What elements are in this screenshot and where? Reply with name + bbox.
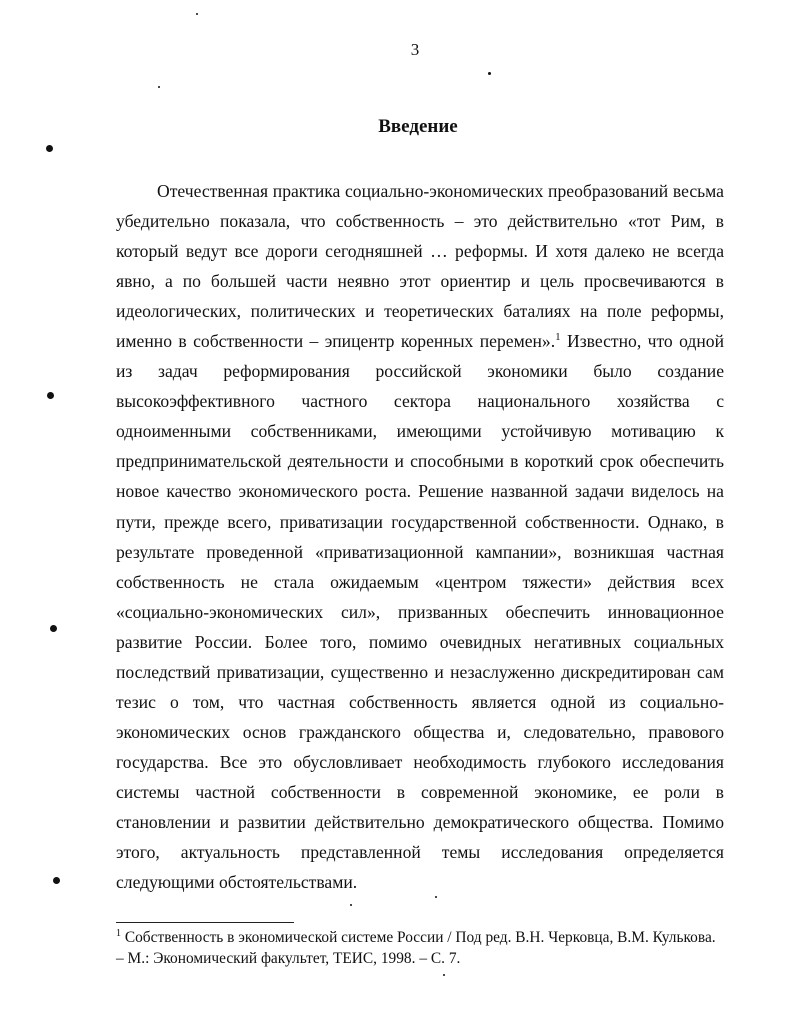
scan-speck	[196, 13, 198, 15]
punch-hole-mark	[46, 145, 53, 152]
scan-speck	[488, 72, 491, 75]
paragraph-text-part-2: Известно, что одной из задач реформирования российской экономики было создание высокоэффективного частного сектора национального хозяйства с одноименными собственниками, имеющими устойчивую мотивацию к предпринимательской деятельности и способными в короткий срок обеспечить новое качество экономического роста. Решение названной задачи виделось на пути, прежде всего, приватизации государственной собственности. Однако, в результате проведенной «приватизационной кампании», возникшая частная собственность не стала ожидаемым «центром тяжести» действия всех «социально-экономических сил», призванных обеспечить инновационное развитие России. Более того, помимо очевидных негативных социальных последствий приватизации, существенно и незаслуженно дискредитирован сам тезис о том, что частная собственность является одной из социально-экономических основ гражданского общества и, следовательно, правового государства. Все это обусловливает необходимость глубокого исследования системы частной собственности в современной экономике, ее роли в становлении и развитии действительно демократического общества. Помимо этого, актуальность представленной темы исследования определяется следующими обстоятельствами.	[116, 331, 724, 893]
footnote	[116, 927, 724, 969]
punch-hole-mark	[50, 625, 57, 632]
scan-speck	[158, 86, 160, 88]
punch-hole-mark	[47, 392, 54, 399]
footnote-separator	[116, 922, 294, 923]
section-title: Введение	[378, 116, 458, 137]
scan-speck	[350, 904, 352, 906]
punch-hole-mark	[53, 877, 60, 884]
paragraph-text-part-1: Отечественная практика социально-экономических преобразований весьма убедительно показала, что собственность – это действительно «тот Рим, в который ведут все дороги сегодняшней … реформы. И хотя далеко не всегда явно, а по большей части неявно этот ориентир и цель просвечиваются в идеологических, политических и теоретических баталиях на поле реформы, именно в собственности – эпицентр коренных перемен».	[116, 181, 724, 352]
scan-speck	[435, 896, 437, 898]
footnote-reference: 1	[555, 331, 561, 344]
body-paragraph	[116, 176, 724, 897]
scan-speck	[443, 974, 445, 976]
footnote-text: Собственность в экономической системе России / Под ред. В.Н. Черковца, В.М. Кулькова. – М.: Экономический факультет, ТЕИС, 1998. – С. 7.	[116, 929, 716, 967]
footnote-marker: 1	[116, 928, 121, 939]
page-number: 3	[410, 40, 420, 59]
